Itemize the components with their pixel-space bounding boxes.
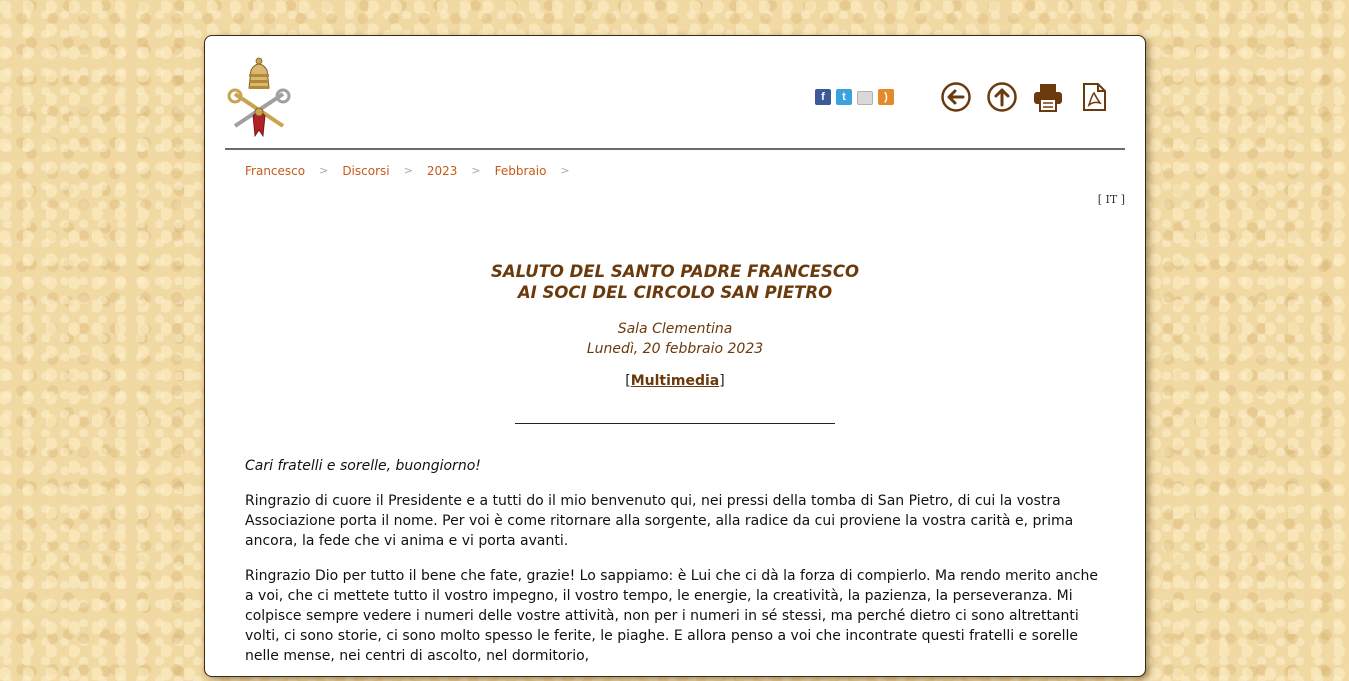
header-divider xyxy=(225,148,1125,150)
back-icon[interactable] xyxy=(940,81,972,113)
location-text: Sala Clementina xyxy=(617,321,733,337)
date-text: Lunedì, 20 febbraio 2023 xyxy=(586,341,764,357)
facebook-icon[interactable]: f xyxy=(815,89,831,105)
paragraph: Ringrazio di cuore il Presidente e a tutti do il mio benvenuto qui, nei pressi della tomba di San Pietro, di cui la vostra Associazione porta il nome. Per voi è come ritornare alla sorgente, alla radice da cui proviene la vostra carità e, prima ancora, la fede che vi anima e vi porta avanti. xyxy=(245,493,1074,549)
document-location xyxy=(205,319,1145,359)
breadcrumb-item-year[interactable]: 2023 xyxy=(426,164,458,178)
rss-icon[interactable]: ) xyxy=(878,89,894,105)
papal-coat-of-arms-icon[interactable] xyxy=(225,56,293,138)
breadcrumb xyxy=(245,164,584,178)
document-body xyxy=(245,456,1105,681)
twitter-icon[interactable]: t xyxy=(836,89,852,105)
print-icon[interactable] xyxy=(1032,81,1064,113)
breadcrumb-item-month[interactable]: Febbraio xyxy=(494,164,547,178)
multimedia-link[interactable]: Multimedia xyxy=(630,373,720,389)
paragraph: Ringrazio Dio per tutto il bene che fate, grazie! Lo sappiamo: è Lui che ci dà la forza di compierlo. Ma rendo merito anche a voi, che ci mettete tutto il vostro impegno, il vostro tempo, le energie, la creatività, la pazienza, la perseveranza. Mi colpisce sempre vedere i numeri delle vostre attività, non per i numeri in sé stessi, ma perché dietro ci sono altrettanti volti, ci sono storie, ci sono molto spesso le ferite, le piaghe. E allora penso a voi che incontrate questi fratelli e sorelle nelle mense, nei centri di ascolto, nel dormitorio, xyxy=(245,568,1099,664)
top-icon[interactable] xyxy=(986,81,1018,113)
section-divider xyxy=(515,423,835,424)
page-container xyxy=(204,35,1146,677)
chevron-right-icon: > xyxy=(560,164,570,177)
language-selector[interactable]: [ IT ] xyxy=(1097,193,1125,206)
breadcrumb-item-francesco[interactable]: Francesco xyxy=(245,164,306,178)
email-icon[interactable] xyxy=(857,91,873,105)
chevron-right-icon: > xyxy=(471,164,481,177)
chevron-right-icon: > xyxy=(403,164,413,177)
document-title xyxy=(205,261,1145,303)
greeting: Cari fratelli e sorelle, buongiorno! xyxy=(245,458,481,474)
pdf-icon[interactable] xyxy=(1078,81,1110,113)
toolbar xyxy=(940,81,1110,113)
title-line-2: AI SOCI DEL CIRCOLO SAN PIETRO xyxy=(517,283,833,302)
breadcrumb-item-discorsi[interactable]: Discorsi xyxy=(342,164,390,178)
chevron-right-icon: > xyxy=(319,164,329,177)
title-line-1: SALUTO DEL SANTO PADRE FRANCESCO xyxy=(490,262,860,281)
multimedia-link-wrapper: [Multimedia] xyxy=(625,373,725,389)
share-bar xyxy=(815,89,894,105)
